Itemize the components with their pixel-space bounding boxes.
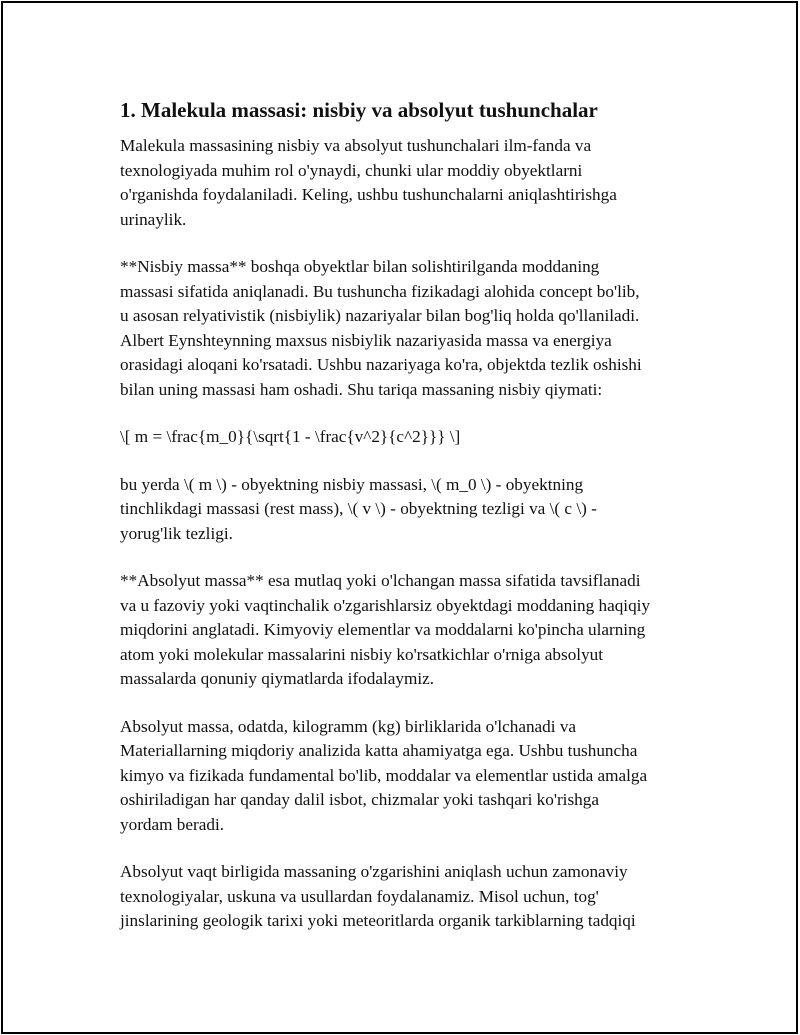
section-title: 1. Malekula massasi: nisbiy va absolyut tushunchalar [120, 98, 598, 122]
document-page [1, 1, 798, 1034]
text-line: massasi sifatida aniqlanadi. Bu tushuncha fizikadagi alohida concept bo'lib, [120, 281, 640, 301]
text-line: urinaylik. [120, 209, 187, 229]
text-line: Malekula massasining nisbiy va absolyut tushunchalari ilm-fanda va [120, 136, 592, 155]
paragraph-relative-mass [120, 255, 710, 402]
text-line: **Nisbiy massa** boshqa obyektlar bilan solishtirilganda moddaning [120, 257, 600, 276]
text-line: yordam beradi. [120, 814, 225, 834]
text-line: tinchlikdagi massasi (rest mass), \( v \) - obyektning tezligi va \( c \) - [120, 499, 597, 518]
text-line: oshiriladigan har qanday dalil isbot, chizmalar yoki tashqari ko'rishga [120, 790, 599, 809]
text-line: jinslarining geologik tarixi yoki meteoritlarda organik tarkiblarning tadqiqi [120, 911, 636, 930]
text-line: Materiallarning miqdoriy analizida katta ahamiyatga ega. Ushbu tushuncha [120, 741, 638, 760]
text-line: kimyo va fizikada fundamental bo'lib, moddalar va elementlar ustida amalga [120, 765, 648, 785]
text-line: Absolyut vaqt birligida massaning o'zgarishini aniqlash uchun zamonaviy [120, 862, 628, 881]
text-line: **Absolyut massa** esa mutlaq yoki o'lchangan massa sifatida tavsiflanadi [120, 571, 641, 590]
paragraph-variables [120, 473, 710, 547]
text-line: va u fazoviy yoki vaqtinchalik o'zgarishlarsiz obyektdagi moddaning haqiqiy [120, 595, 651, 615]
paragraph-intro [120, 134, 710, 232]
text-line: o'rganishda foydalaniladi. Keling, ushbu tushunchalarni aniqlashtirishga [120, 185, 617, 204]
text-line: atom yoki molekular massalarini nisbiy ko'rsatkichlar o'rniga absolyut [120, 644, 604, 664]
text-line: Albert Eynshteynning maxsus nisbiylik nazariyasida massa va energiya [120, 330, 612, 350]
paragraph-units [120, 715, 710, 838]
text-line: u asosan relyativistik (nisbiylik) nazariyalar bilan bog'liq holda qo'llaniladi. [120, 306, 640, 325]
latex-formula: \[ m = \frac{m_0}{\sqrt{1 - \frac{v^2}{c^2}}} \] [120, 427, 461, 446]
text-line: Absolyut massa, odatda, kilogramm (kg) birliklarida o'lchanadi va [120, 716, 577, 736]
text-line: bilan uning massasi ham oshadi. Shu tariqa massaning nisbiy qiymati: [120, 379, 603, 399]
formula-line [120, 425, 710, 450]
text-line: orasidagi aloqani ko'rsatadi. Ushbu nazariyaga ko'ra, objektda tezlik oshishi [120, 355, 642, 374]
text-line: texnologiyalar, uskuna va usullardan foydalanamiz. Misol uchun, tog' [120, 886, 599, 906]
paragraph-technology [120, 860, 710, 934]
text-line: massalarda qonuniy qiymatlarda ifodalaymiz. [120, 669, 435, 688]
text-line: texnologiyada muhim rol o'ynaydi, chunki ular moddiy obyektlarni [120, 160, 583, 180]
text-line: yorug'lik tezligi. [120, 523, 233, 543]
paragraph-absolute-mass [120, 569, 710, 692]
text-line: bu yerda \( m \) - obyektning nisbiy massasi, \( m_0 \) - obyektning [120, 474, 584, 494]
text-line: miqdorini anglatadi. Kimyoviy elementlar va moddalarni ko'pincha ularning [120, 620, 646, 639]
document-body [120, 96, 710, 957]
